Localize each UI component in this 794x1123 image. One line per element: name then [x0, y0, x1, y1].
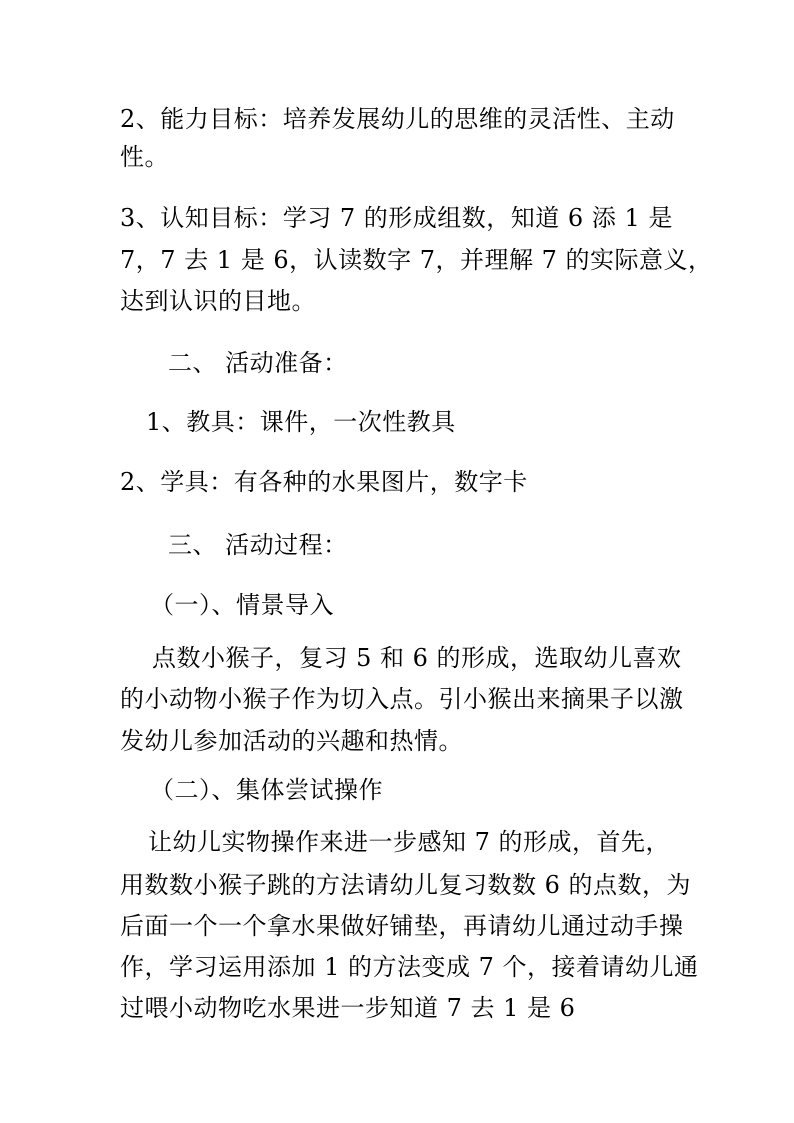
learning-aids-line: 2、学具：有各种的水果图片，数字卡 — [120, 468, 528, 496]
cognitive-goal-line-2: 7，7 去 1 是 6，认读数字 7，并理解 7 的实际意义， — [120, 246, 713, 274]
subsection-heading-group-operation: （二）、集体尝试操作 — [150, 776, 383, 804]
scenario-body-line-3: 发幼儿参加活动的兴趣和热情。 — [120, 727, 463, 755]
cognitive-goal-line-1: 3、认知目标：学习 7 的形成组数，知道 6 添 1 是 — [120, 204, 673, 232]
cognitive-goal-line-3: 达到认识的目地。 — [120, 287, 316, 315]
ability-goal-line-1: 2、能力目标：培养发展幼儿的思维的灵活性、主动 — [120, 105, 675, 133]
ability-goal-line-2: 性。 — [120, 143, 169, 171]
scenario-body-line-2: 的小动物小猴子作为切入点。引小猴出来摘果子以激 — [120, 685, 684, 713]
scenario-body-line-1: 点数小猴子，复习 5 和 6 的形成，选取幼儿喜欢 — [152, 644, 682, 672]
group-operation-body-line-5: 过喂小动物吃水果进一步知道 7 去 1 是 6 — [120, 994, 576, 1022]
teaching-aids-line: 1、教具：课件，一次性教具 — [146, 408, 456, 436]
subsection-heading-scenario: （一）、情景导入 — [150, 591, 334, 619]
section-heading-process: 三、 活动过程： — [168, 531, 348, 559]
group-operation-body-line-2: 用数数小猴子跳的方法请幼儿复习数数 6 的点数，为 — [120, 871, 692, 899]
group-operation-body-line-3: 后面一个一个拿水果做好铺垫，再请幼儿通过动手操 — [120, 912, 684, 940]
group-operation-body-line-1: 让幼儿实物操作来进一步感知 7 的形成，首先， — [148, 828, 671, 856]
group-operation-body-line-4: 作，学习运用添加 1 的方法变成 7 个，接着请幼儿通 — [120, 953, 699, 981]
section-heading-preparation: 二、 活动准备： — [168, 349, 348, 377]
